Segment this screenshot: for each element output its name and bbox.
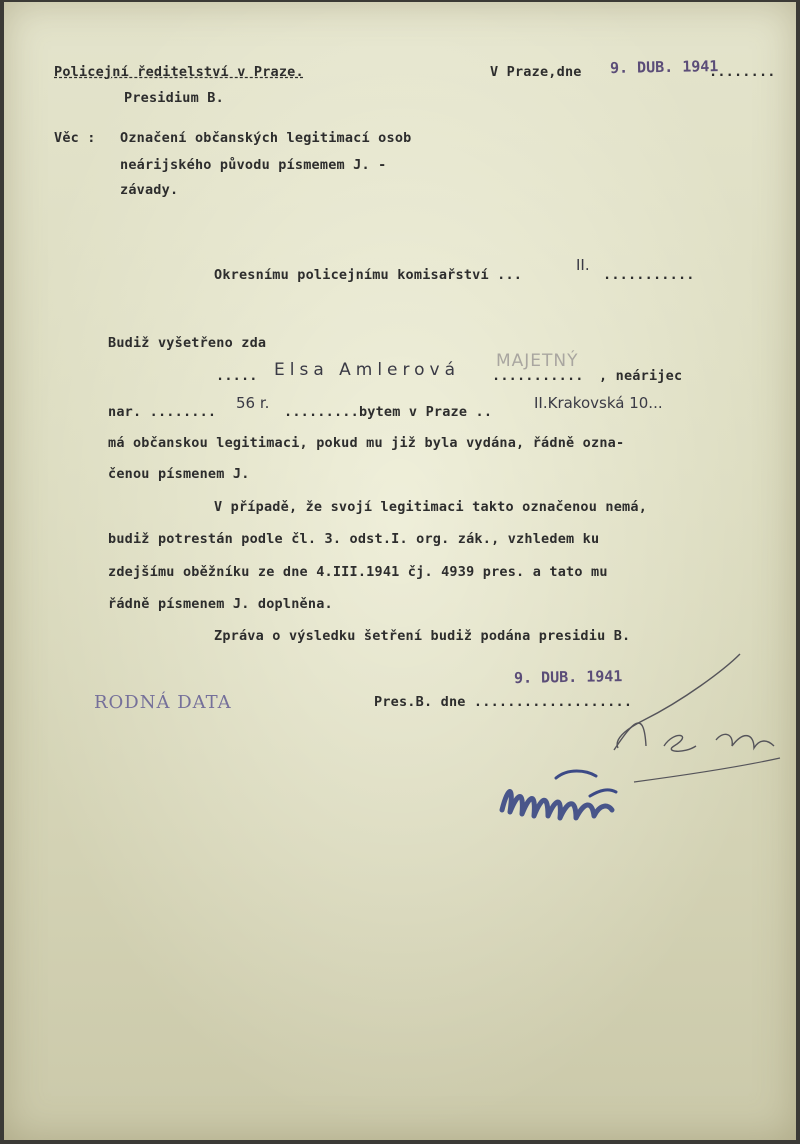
document-page	[4, 2, 796, 1140]
born-year: 56 r.	[236, 394, 270, 412]
paragraph-2-line-1: V případě, že svojí legitimaci takto označenou nemá,	[214, 499, 648, 515]
person-name: Elsa Amlerová	[274, 360, 461, 380]
born-dots: .........bytem v Praze ..	[284, 404, 493, 420]
ink-signature-icon	[496, 766, 626, 832]
addressee-dots: ...........	[603, 267, 695, 283]
authority-heading: Policejní ředitelství v Praze.	[54, 64, 304, 80]
name-line-suffix: , neárijec	[599, 368, 683, 384]
paragraph-2-line-2: budiž potrestán podle čl. 3. odst.I. org. zák., vzhledem ku	[108, 531, 600, 547]
paragraph-2-line-3: zdejšímu oběžníku ze dne 4.III.1941 čj. 4939 pres. a tato mu	[108, 564, 608, 580]
pres-date-line: Pres.B. dne ...................	[374, 694, 633, 710]
subject-line-1: Označení občanských legitimací osob	[120, 130, 412, 146]
place-date-dots: ........	[709, 64, 776, 80]
date-stamp-top: 9. DUB. 1941	[609, 57, 719, 77]
name-line-prefix: .....	[216, 368, 258, 384]
subject-line-3: závady.	[120, 182, 179, 198]
paragraph-1-line-2: čenou písmenem J.	[108, 466, 250, 482]
place-date-prefix: V Praze,dne	[490, 64, 582, 80]
addressee-line: Okresnímu policejnímu komisařství ...	[214, 267, 523, 283]
department-line: Presidium B.	[124, 90, 224, 106]
pencil-signature-icon	[604, 650, 794, 790]
subject-line-2: neárijského původu písmemem J. -	[120, 157, 387, 173]
majetny-stamp: MAJETNÝ	[496, 351, 579, 371]
paragraph-2-line-4: řádně písmenem J. doplněna.	[108, 596, 333, 612]
addressee-district: II.	[576, 256, 590, 274]
paragraph-3: Zpráva o výsledku šetření budiž podána presidiu B.	[214, 628, 631, 644]
paragraph-1-line-1: má občanskou legitimaci, pokud mu již byla vydána, řádně ozna-	[108, 435, 625, 451]
name-line-dots: ...........	[492, 368, 584, 384]
born-prefix: nar. ........	[108, 404, 217, 420]
rodna-data-stamp: RODNÁ DATA	[94, 692, 232, 713]
intro-line: Budiž vyšetřeno zda	[108, 335, 267, 351]
address-value: II.Krakovská 10...	[534, 394, 663, 412]
date-stamp-bottom: 9. DUB. 1941	[513, 667, 623, 687]
subject-label: Věc :	[54, 130, 96, 146]
